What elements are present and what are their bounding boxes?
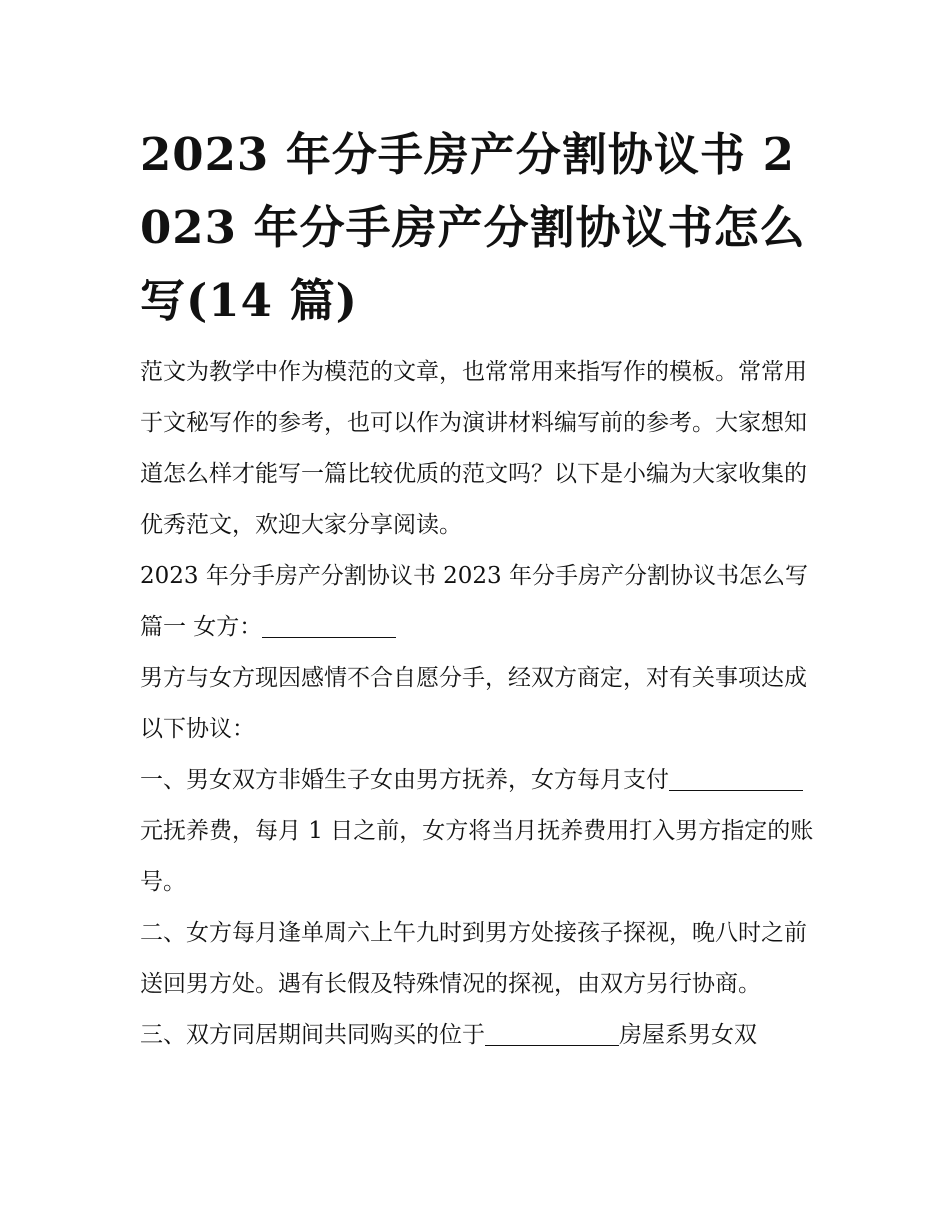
clause-3 xyxy=(140,1010,820,1061)
intro-paragraph: 范文为教学中作为模范的文章，也常常用来指写作的模板。常常用于文秘写作的参考，也可以作为演讲材料编写前的参考。大家想知道怎么样才能写一篇比较优质的范文吗？以下是小编为大家收集的优秀范文，欢迎大家分享阅读。 xyxy=(140,359,807,538)
clause-2: 二、女方每月逢单周六上午九时到男方处接孩子探视，晚八时之前送回男方处。遇有长假及特殊情况的探视，由双方另行协商。 xyxy=(140,920,807,997)
clause-1-text-a: 一、男女双方非婚生子女由男方抚养，女方每月支付 xyxy=(140,767,669,793)
heading-line xyxy=(140,551,820,653)
blank-field-property-location xyxy=(485,1022,619,1046)
clause-1-text-b: 元抚养费，每月 1 日之前，女方将当月抚养费用打入男方指定的账号。 xyxy=(140,818,814,895)
blank-field-female-name xyxy=(262,614,396,638)
document-title: 2023 年分手房产分割协议书 2023 年分手房产分割协议书怎么写(14 篇) xyxy=(140,128,806,327)
agreement-paragraph: 男方与女方现因感情不合自愿分手，经双方商定，对有关事项达成以下协议： xyxy=(140,665,807,742)
clause-3-text-a: 三、双方同居期间共同购买的位于 xyxy=(140,1022,485,1048)
document-page xyxy=(140,118,820,1061)
clause-3-text-b: 房屋系男女双 xyxy=(619,1022,757,1048)
heading-line-text: 2023 年分手房产分割协议书 2023 年分手房产分割协议书怎么写篇一 女方： xyxy=(140,563,808,640)
clause-1 xyxy=(140,755,820,908)
blank-field-support-amount xyxy=(669,767,803,791)
